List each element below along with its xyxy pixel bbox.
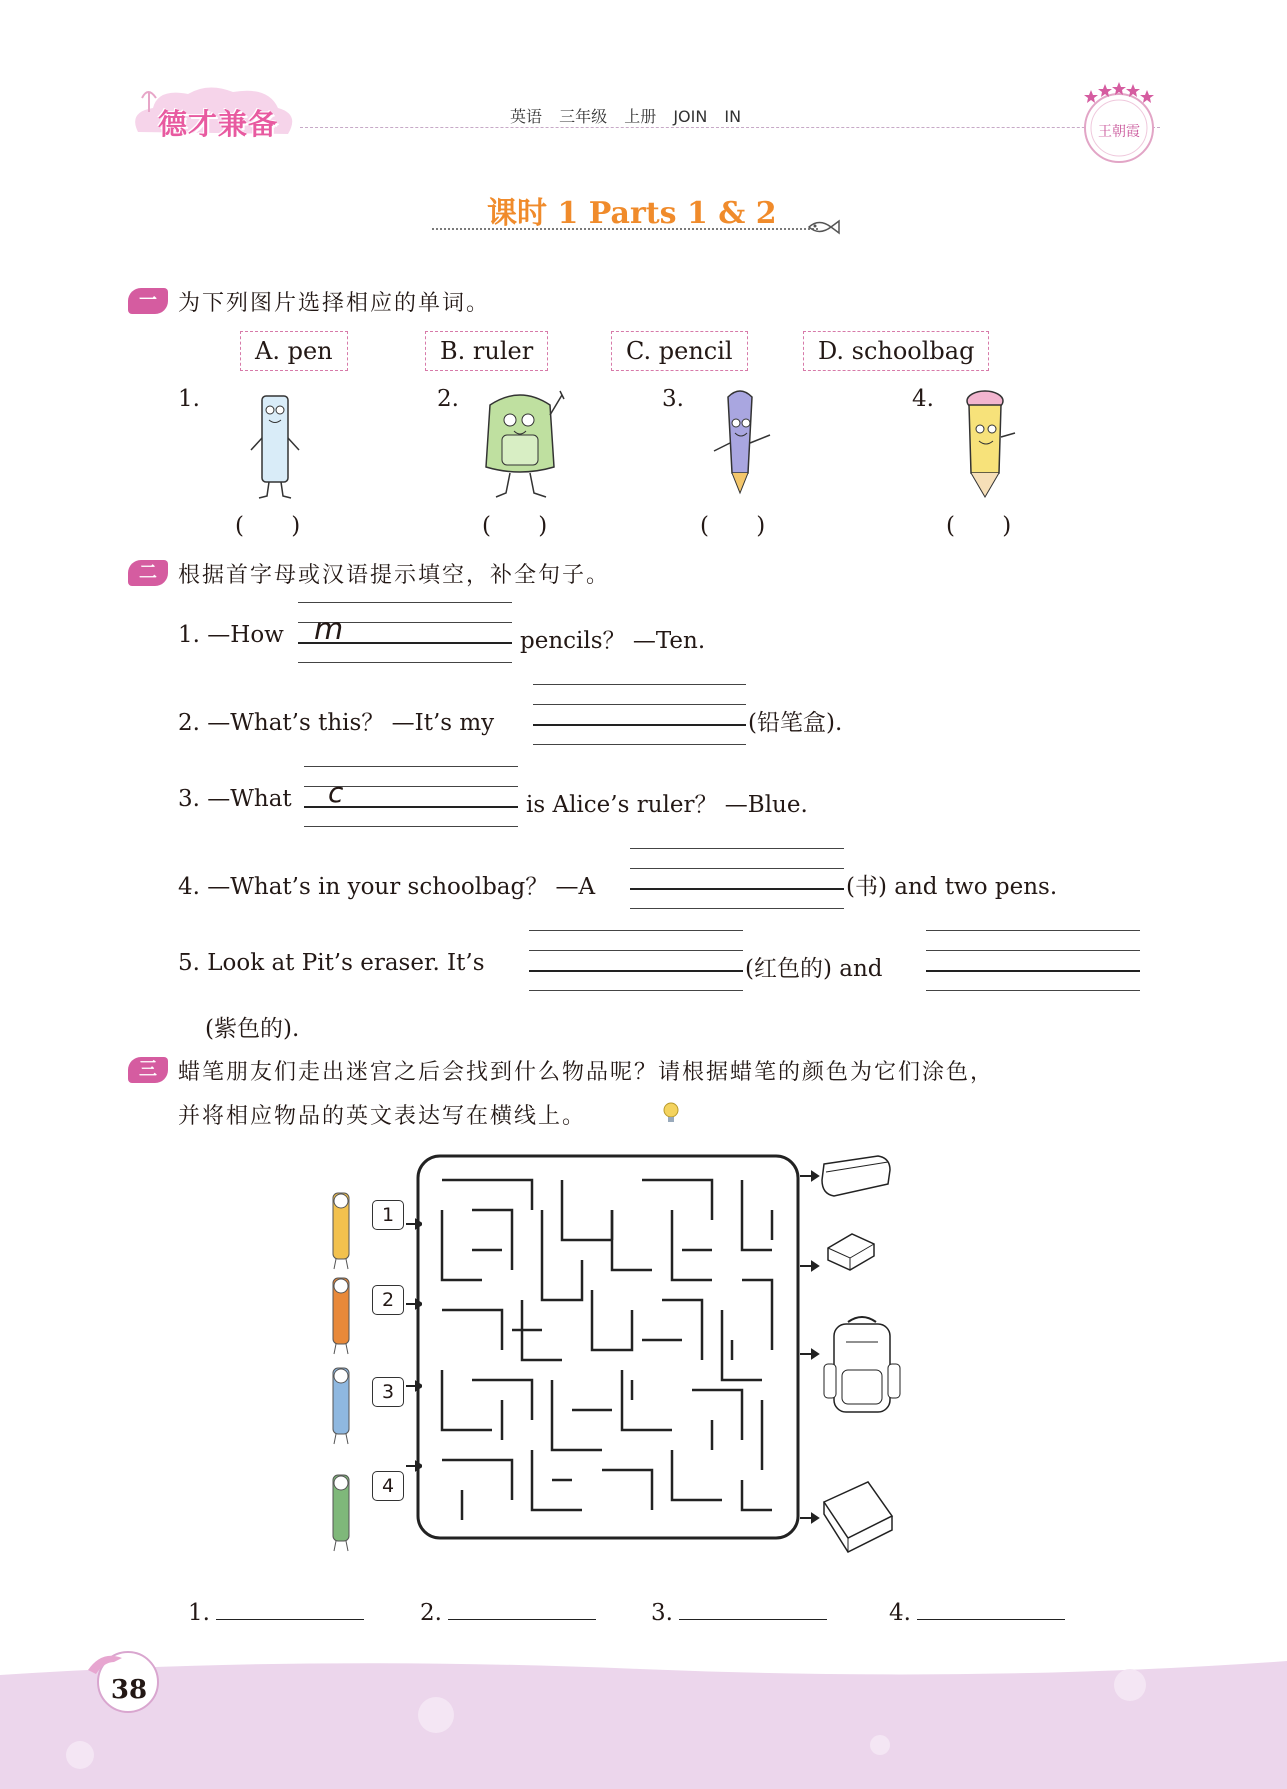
maze-answer-4-line[interactable] xyxy=(917,1601,1065,1620)
section-2-badge: 二 xyxy=(128,560,168,586)
picture-number-1: 1. xyxy=(178,386,200,412)
option-c: C. pencil xyxy=(611,331,748,371)
svg-text:王朝霞: 王朝霞 xyxy=(1098,124,1140,140)
schoolbag-character-icon xyxy=(470,385,570,505)
maze-answer-3-number: 3. xyxy=(651,1600,673,1626)
picture-number-4: 4. xyxy=(912,386,934,412)
question-5-answer-line-1[interactable] xyxy=(529,930,743,990)
brand-title: 德才兼备 xyxy=(158,107,279,141)
maze-entry-3: 3 xyxy=(372,1377,404,1407)
maze-answer-3[interactable] xyxy=(651,1600,827,1626)
section-3-badge: 三 xyxy=(128,1057,168,1083)
answer-blank-3[interactable]: ( ) xyxy=(700,513,766,539)
header-divider xyxy=(300,127,1160,128)
answer-blank-1[interactable]: ( ) xyxy=(235,513,301,539)
fish-icon xyxy=(805,216,841,238)
maze-exit-arrows xyxy=(800,1168,820,1528)
question-1-hint: m xyxy=(314,612,344,647)
question-1-text: 1. —How xyxy=(178,622,284,648)
section-1-badge: 一 xyxy=(128,288,168,314)
header-series: JOIN IN xyxy=(673,107,742,126)
lightbulb-icon xyxy=(660,1100,682,1126)
maze-answer-2-number: 2. xyxy=(420,1600,442,1626)
answer-blank-4[interactable]: ( ) xyxy=(946,513,1012,539)
page-number: 38 xyxy=(110,1675,148,1705)
section-3-instruction-line-1: 蜡笔朋友们走出迷宫之后会找到什么物品呢？请根据蜡笔的颜色为它们涂色， xyxy=(178,1060,995,1085)
footer-wave-background xyxy=(0,1655,1287,1789)
question-3-hint: c xyxy=(328,776,344,809)
question-2-answer-line[interactable] xyxy=(533,684,746,744)
pencil-character-icon xyxy=(955,385,1030,503)
question-4-hint: (书) and two pens. xyxy=(846,874,1058,900)
maze-answer-1-line[interactable] xyxy=(216,1601,364,1620)
maze-entry-arrows xyxy=(404,1212,422,1512)
eraser-icon xyxy=(822,1226,880,1276)
section-2-instruction: 根据首字母或汉语提示填空，补全句子。 xyxy=(178,563,611,588)
header-info xyxy=(510,104,741,127)
option-a: A. pen xyxy=(240,331,348,371)
maze[interactable] xyxy=(412,1150,804,1544)
crayon-3-icon xyxy=(326,1358,356,1446)
header-subject: 英语 xyxy=(510,107,543,126)
picture-number-3: 3. xyxy=(662,386,684,412)
crayon-1-icon xyxy=(326,1183,356,1271)
option-b: B. ruler xyxy=(425,331,548,371)
lesson-title-underline xyxy=(432,228,818,230)
section-3-instruction-line-2: 并将相应物品的英文表达写在横线上。 xyxy=(178,1104,587,1129)
question-5-answer-line-2[interactable] xyxy=(926,930,1140,990)
maze-entry-4: 4 xyxy=(372,1471,404,1501)
question-2-hint: (铅笔盒). xyxy=(748,710,843,736)
header-grade: 三年级 xyxy=(559,107,608,126)
schoolbag-icon xyxy=(822,1312,902,1416)
question-1-text-end: pencils？ —Ten. xyxy=(520,628,706,654)
question-3-text: 3. —What xyxy=(178,786,292,812)
maze-answer-1-number: 1. xyxy=(188,1600,210,1626)
pencil-box-icon xyxy=(818,1150,896,1202)
crayon-4-icon xyxy=(326,1465,356,1553)
pen-character-icon xyxy=(700,385,785,503)
lesson-title: 课时 1 Parts 1 & 2 xyxy=(487,196,777,231)
crayon-2-icon xyxy=(326,1268,356,1356)
option-d: D. schoolbag xyxy=(803,331,989,371)
maze-answer-2[interactable] xyxy=(420,1600,596,1626)
ruler-character-icon xyxy=(245,388,305,503)
maze-answer-1[interactable] xyxy=(188,1600,364,1626)
question-3-text-end: is Alice’s ruler？ —Blue. xyxy=(526,792,808,818)
question-2-text: 2. —What’s this？ —It’s my xyxy=(178,710,495,736)
maze-answer-3-line[interactable] xyxy=(679,1601,827,1620)
question-5-hint-red: (红色的) and xyxy=(745,956,883,982)
header-volume: 上册 xyxy=(624,107,657,126)
book-icon xyxy=(818,1476,896,1556)
question-5-text: 5. Look at Pit’s eraser. It’s xyxy=(178,950,485,976)
answer-blank-2[interactable]: ( ) xyxy=(482,513,548,539)
maze-entry-1: 1 xyxy=(372,1200,404,1230)
maze-answer-4-number: 4. xyxy=(889,1600,911,1626)
maze-answer-2-line[interactable] xyxy=(448,1601,596,1620)
question-4-text: 4. —What’s in your schoolbag？ —A xyxy=(178,874,596,900)
maze-entry-2: 2 xyxy=(372,1285,404,1315)
picture-number-2: 2. xyxy=(437,386,459,412)
section-1-instruction: 为下列图片选择相应的单词。 xyxy=(178,291,491,316)
question-4-answer-line[interactable] xyxy=(630,848,844,908)
author-seal-logo xyxy=(1075,80,1163,166)
maze-answer-4[interactable] xyxy=(889,1600,1065,1626)
question-5-hint-purple: (紫色的). xyxy=(205,1016,300,1042)
